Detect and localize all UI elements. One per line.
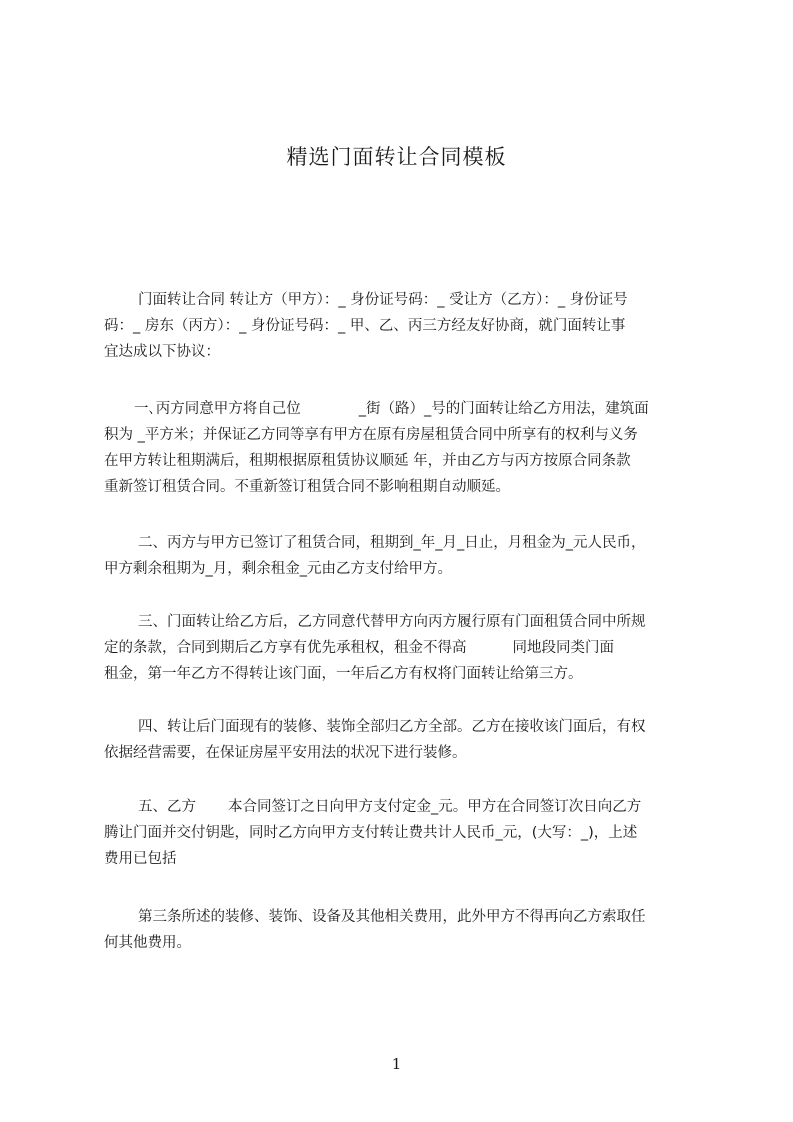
clause-2-paragraph — [104, 530, 700, 582]
clause-6-paragraph — [104, 904, 700, 956]
text-line — [104, 635, 700, 661]
text-segment: _街（路）_号的门面转让给乙方用法，建筑面 — [358, 401, 649, 417]
document-title: 精选门面转让合同模板 — [286, 145, 507, 169]
text-segment: 本合同签订之日向甲方支付定金_元。甲方在合同签订次日向乙方 — [228, 799, 642, 815]
text-line: 二、丙方与甲方已签订了租赁合同，租期到_年_月_日止，月租金为_元人民币， — [138, 535, 646, 551]
text-line: 租金，第一年乙方不得转让该门面，一年后乙方有权将门面转让给第三方。 — [104, 666, 583, 682]
text-segment: 定的条款，合同到期后乙方享有优先承租权，租金不得高 — [104, 640, 467, 656]
text-line: 四、转让后门面现有的装修、装饰全部归乙方全部。乙方在接收该门面后，有权 — [138, 719, 646, 735]
text-line: 何其他费用。 — [104, 935, 191, 951]
clause-3-paragraph — [104, 609, 700, 687]
text-segment: 五、乙方 — [138, 799, 196, 815]
text-line: 积为 _平方米；并保证乙方同等享有甲方在原有房屋租赁合同中所享有的权利与义务 — [104, 427, 638, 443]
text-line — [104, 794, 700, 820]
text-line — [104, 396, 700, 422]
text-line: 腾让门面并交付钥匙，同时乙方向甲方支付转让费共计人民币_元，(大写：_)，上述 — [104, 825, 638, 841]
text-line: 码：_ 房东（丙方）：_ 身份证号码：_ 甲、乙、丙三方经友好协商，就门面转让事 — [104, 318, 626, 334]
text-segment: 同地段同类门面 — [512, 640, 614, 656]
text-line: 门面转让合同 转让方（甲方）：_ 身份证号码：_ 受让方（乙方）：_ 身份证号 — [138, 292, 628, 308]
clause-5-paragraph — [104, 794, 700, 872]
text-line: 甲方剩余租期为_月，剩余租金_元由乙方支付给甲方。 — [104, 561, 452, 577]
text-line: 在甲方转让租期满后，租期根据原租赁协议顺延 年，并由乙方与丙方按原合同条款 — [104, 453, 631, 469]
clause-1-paragraph — [104, 396, 700, 500]
text-line: 宜达成以下协议： — [104, 344, 220, 360]
clause-4-paragraph — [104, 714, 700, 766]
page-number: 1 — [391, 1055, 402, 1073]
text-line: 第三条所述的装修、装饰、设备及其他相关费用，此外甲方不得再向乙方索取任 — [138, 909, 646, 925]
text-segment: 一､丙方同意甲方将自己位 — [134, 401, 301, 417]
text-line: 重新签订租赁合同。不重新签订租赁合同不影响租期自动顺延。 — [104, 479, 510, 495]
text-line: 三、门面转让给乙方后，乙方同意代替甲方向丙方履行原有门面租赁合同中所规 — [138, 614, 646, 630]
intro-paragraph — [104, 287, 700, 365]
text-line: 依据经营需要，在保证房屋平安用法的状况下进行装修。 — [104, 745, 467, 761]
text-line: 费用已包括 — [104, 851, 177, 867]
